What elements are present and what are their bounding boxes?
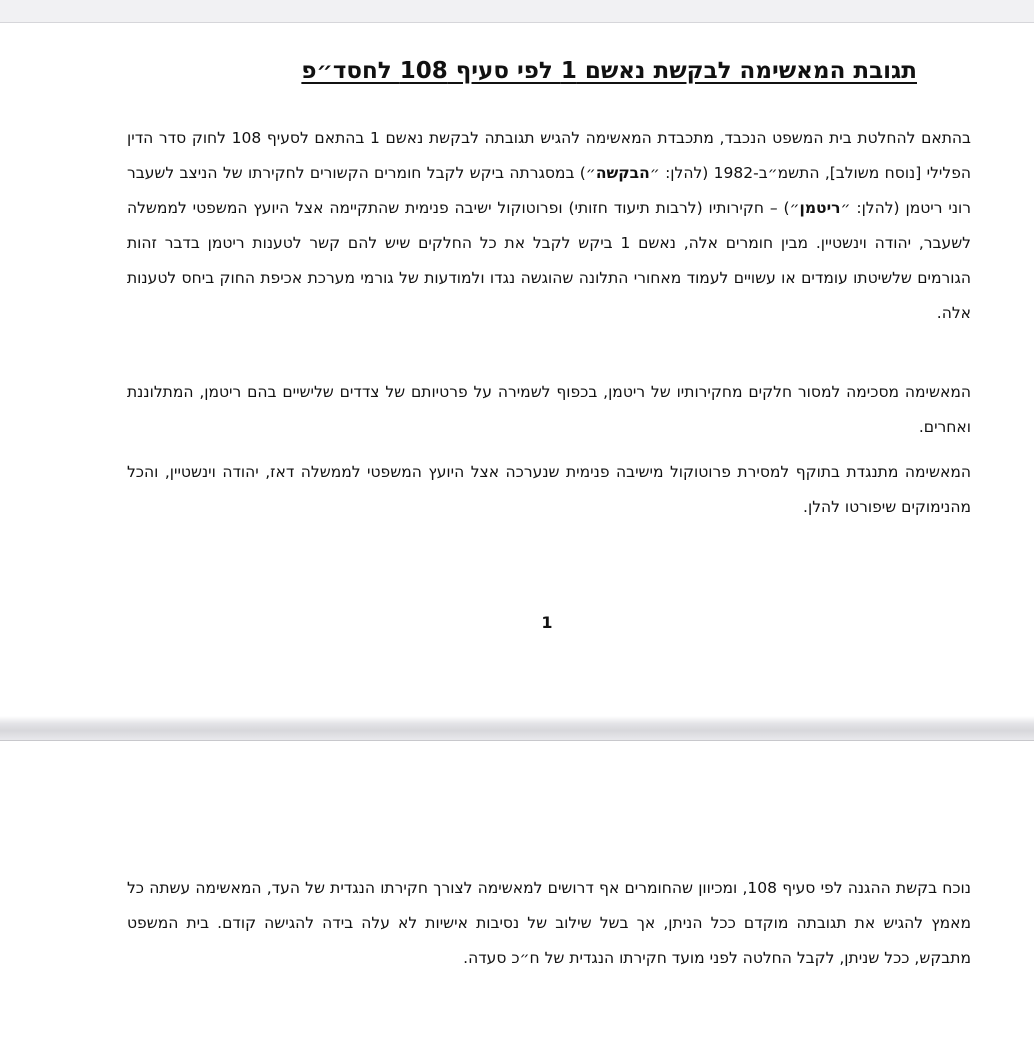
paragraph-objection	[127, 455, 971, 525]
paragraph-request-summary	[127, 121, 971, 331]
paragraph-timing-request: נוכח בקשת ההגנה לפי סעיף 108, ומכיוון שהחומרים אף דרושים למאשימה לצורך חקירתו הנגדית של העד, המאשימה עשתה כל מאמץ להגיש את תגובתה מוקדם ככל הניתן, אך בשל שילוב של נסיבות אישיות לא עלה בידה להגישה קודם. בית המשפט מתבקש, ככל שניתן, לקבל החלטה לפני מועד חקירתו הנגדית של ח״כ סעדה.	[127, 879, 971, 967]
document-page-2	[0, 741, 1034, 1055]
paragraph-text: בהתאם להחלטת בית המשפט הנכבד, מתכבדת המאשימה להגיש תגובתה לבקשת נאשם 1 בהתאם לסעיף 108 לחוק סדר הדין הפלילי [נוסח משולב], התשמ״ב-1982 (להלן: ״	[127, 129, 971, 182]
viewer-top-strip	[0, 0, 1034, 23]
document-page-1	[0, 23, 1034, 716]
paragraph-agreement-text: המאשימה מסכימה למסור חלקים מחקירותיו של ריטמן, בכפוף לשמירה על פרטיותם של צדדים שלישיים בהם ריטמן, המתלוננת ואחרים.	[127, 383, 971, 436]
defined-term-request: הבקשה	[595, 164, 650, 182]
page-1-body	[127, 121, 971, 331]
document-title: תגובת המאשימה לבקשת נאשם 1 לפי סעיף 108 לחסד״פ	[301, 58, 917, 84]
page-number: 1	[541, 613, 553, 632]
defined-term-ritman: ריטמן	[799, 199, 841, 217]
paragraph-agreement	[127, 375, 971, 445]
page-separator	[0, 716, 1034, 741]
paragraph-text: ״) במסגרתה ביקש לקבל חומרים הקשורים לחקירתו של הניצב לשעבר רוני ריטמן (להלן: ״	[127, 164, 972, 217]
paragraph-objection-text: המאשימה מתנגדת בתוקף למסירת פרוטוקול מישיבה פנימית שנערכה אצל היועץ המשפטי לממשלה דאז, יהודה וינשטיין, והכל מהנימוקים שיפורטו להלן.	[127, 463, 971, 516]
page-2-body	[127, 871, 971, 976]
paragraph-text: ״) – חקירותיו (לרבות תיעוד חזותי) ופרוטוקול ישיבה פנימית שהתקיימה אצל היועץ המשפטי לממשלה לשעבר, יהודה וינשטיין. מבין חומרים אלה, נאשם 1 ביקש לקבל את כל החלקים שיש להם קשר לטענות ריטמן בדבר זהות הגורמים שלשיטתו עומדים או עשויים לעמוד מאחורי התלונה שהוגשה נגדו ולמודעות של גורמי מערכת אכיפת החוק ביחס לטענות אלה.	[127, 199, 971, 322]
